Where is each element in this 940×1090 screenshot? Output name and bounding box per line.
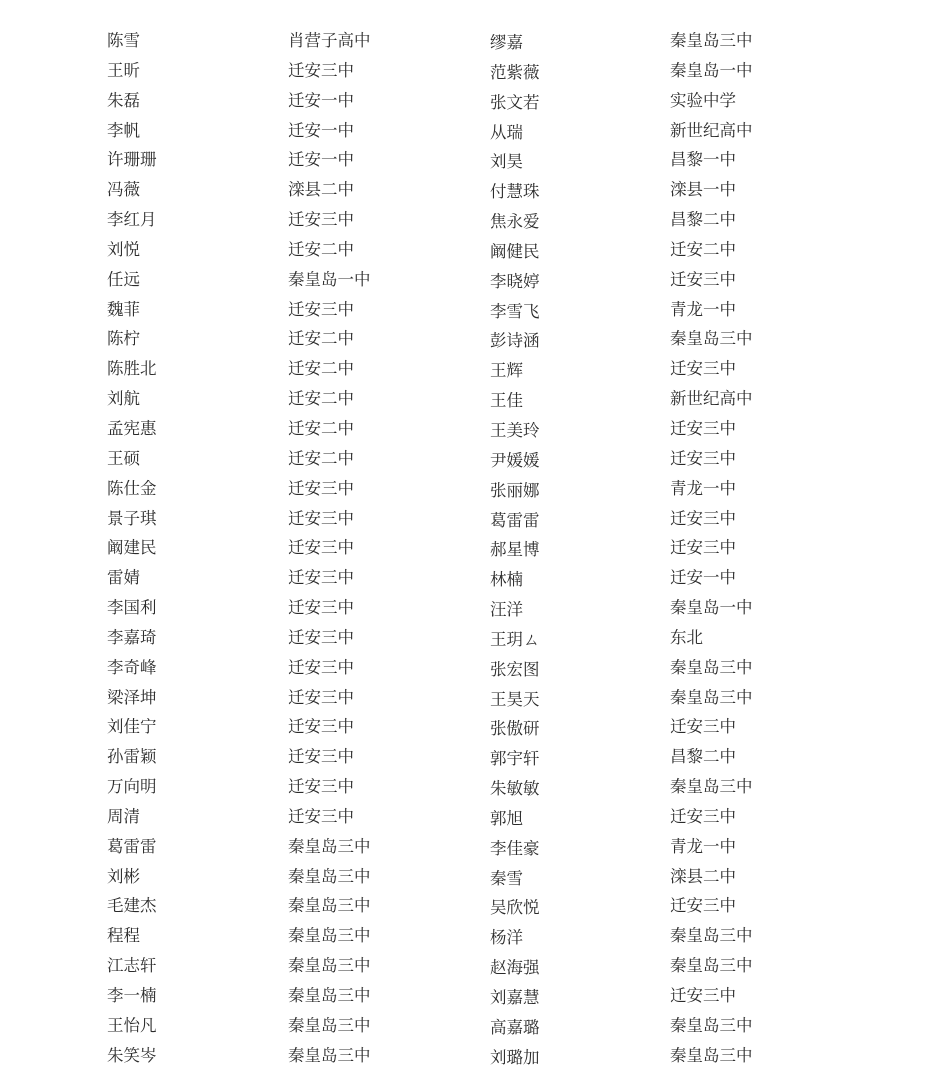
list-row xyxy=(0,862,940,892)
school-name: 滦县二中 xyxy=(670,866,736,886)
list-row xyxy=(0,205,940,235)
list-row xyxy=(0,145,940,175)
school-name: 秦皇岛三中 xyxy=(670,956,753,976)
school-name: 迁安二中 xyxy=(288,448,354,468)
student-name: 陈雪 xyxy=(107,31,140,50)
student-name: 张文若 xyxy=(490,92,540,112)
student-name: 刘昊 xyxy=(490,152,523,172)
student-name: 孙雷颖 xyxy=(107,747,157,767)
list-row xyxy=(0,354,940,384)
school-name: 迁安三中 xyxy=(288,598,354,618)
school-name: 迁安三中 xyxy=(288,478,354,498)
school-name: 迁安三中 xyxy=(670,986,736,1005)
school-name: 迁安一中 xyxy=(288,120,354,140)
list-row xyxy=(0,265,940,295)
list-row xyxy=(0,951,940,981)
list-row xyxy=(0,921,940,951)
school-name: 迁安二中 xyxy=(288,359,354,379)
school-name: 迁安三中 xyxy=(288,568,354,588)
school-name: 迁安三中 xyxy=(670,269,736,289)
student-name: 魏菲 xyxy=(107,299,140,319)
list-row xyxy=(0,86,940,116)
student-name: 李红月 xyxy=(107,210,157,230)
list-row xyxy=(0,1041,940,1071)
school-name: 滦县一中 xyxy=(670,180,736,200)
list-row xyxy=(0,1011,940,1041)
student-name: 郝星博 xyxy=(490,540,540,560)
school-name: 昌黎二中 xyxy=(670,210,736,230)
school-name: 迁安三中 xyxy=(288,687,354,707)
school-name: 秦皇岛三中 xyxy=(288,896,371,916)
school-name: 秦皇岛三中 xyxy=(670,329,753,349)
student-name: 刘嘉慧 xyxy=(490,988,540,1007)
school-name: 秦皇岛三中 xyxy=(288,1015,371,1035)
school-name: 秦皇岛三中 xyxy=(288,866,371,886)
list-row xyxy=(0,832,940,862)
student-name: 彭诗涵 xyxy=(490,331,540,351)
school-name: 秦皇岛三中 xyxy=(670,1045,753,1065)
student-name: 陈柠 xyxy=(107,329,140,349)
school-name: 青龙一中 xyxy=(670,299,736,319)
school-name: 秦皇岛三中 xyxy=(288,926,371,946)
school-name: 迁安二中 xyxy=(288,389,354,409)
school-name: 迁安三中 xyxy=(288,657,354,677)
list-row xyxy=(0,683,940,713)
student-name: 程程 xyxy=(107,926,140,946)
list-row xyxy=(0,474,940,504)
student-name: 毛建杰 xyxy=(107,896,157,916)
school-name: 秦皇岛三中 xyxy=(670,31,753,50)
student-name: 张傲研 xyxy=(490,719,540,739)
list-row xyxy=(0,742,940,772)
school-name: 东北 xyxy=(670,627,703,647)
school-name: 秦皇岛三中 xyxy=(288,956,371,976)
name-school-list xyxy=(0,26,940,1071)
student-name: 张丽娜 xyxy=(490,480,540,500)
student-name: 王玥ㄙ xyxy=(490,629,540,649)
student-name: 赵海强 xyxy=(490,958,540,978)
school-name: 迁安三中 xyxy=(670,508,736,528)
list-row xyxy=(0,116,940,146)
school-name: 迁安三中 xyxy=(288,210,354,230)
student-name: 任远 xyxy=(107,269,140,289)
student-name: 付慧珠 xyxy=(490,182,540,202)
school-name: 迁安三中 xyxy=(288,508,354,528)
student-name: 孟宪惠 xyxy=(107,418,157,438)
student-name: 江志轩 xyxy=(107,956,157,976)
school-name: 迁安三中 xyxy=(670,896,736,916)
list-row xyxy=(0,295,940,325)
student-name: 汪洋 xyxy=(490,600,523,620)
school-name: 秦皇岛三中 xyxy=(288,1045,371,1065)
list-row xyxy=(0,772,940,802)
student-name: 刘彬 xyxy=(107,866,140,886)
student-name: 王昊天 xyxy=(490,689,540,709)
school-name: 迁安三中 xyxy=(670,538,736,558)
student-name: 景子琪 xyxy=(107,508,157,528)
list-row xyxy=(0,981,940,1011)
student-name: 李国利 xyxy=(107,598,157,618)
student-name: 李雪飞 xyxy=(490,301,540,321)
student-name: 焦永爱 xyxy=(490,212,540,232)
school-name: 秦皇岛一中 xyxy=(670,60,753,80)
student-name: 王怡凡 xyxy=(107,1015,157,1035)
student-name: 周清 xyxy=(107,806,140,826)
student-name: 王佳 xyxy=(490,391,523,411)
school-name: 滦县二中 xyxy=(288,180,354,200)
school-name: 秦皇岛三中 xyxy=(288,986,371,1005)
student-name: 万向明 xyxy=(107,777,157,797)
student-name: 李奇峰 xyxy=(107,657,157,677)
student-name: 刘悦 xyxy=(107,239,140,259)
student-name: 王硕 xyxy=(107,448,140,468)
list-row xyxy=(0,891,940,921)
student-name: 缪嘉 xyxy=(490,33,523,52)
student-name: 葛雷雷 xyxy=(490,510,540,530)
student-name: 郭宇轩 xyxy=(490,749,540,769)
school-name: 迁安三中 xyxy=(288,747,354,767)
student-name: 王辉 xyxy=(490,361,523,381)
school-name: 迁安三中 xyxy=(288,299,354,319)
student-name: 梁泽坤 xyxy=(107,687,157,707)
school-name: 迁安三中 xyxy=(288,538,354,558)
school-name: 迁安三中 xyxy=(670,717,736,737)
school-name: 秦皇岛一中 xyxy=(288,269,371,289)
student-name: 刘璐加 xyxy=(490,1047,540,1067)
list-row xyxy=(0,56,940,86)
student-name: 雷婧 xyxy=(107,568,140,588)
student-name: 尹媛媛 xyxy=(490,450,540,470)
student-name: 许珊珊 xyxy=(107,150,157,170)
school-name: 昌黎二中 xyxy=(670,747,736,767)
school-name: 秦皇岛三中 xyxy=(670,687,753,707)
school-name: 秦皇岛一中 xyxy=(670,598,753,618)
list-row xyxy=(0,593,940,623)
list-row xyxy=(0,802,940,832)
student-name: 李佳豪 xyxy=(490,838,540,858)
school-name: 迁安三中 xyxy=(670,359,736,379)
school-name: 迁安二中 xyxy=(288,418,354,438)
student-name: 陈胜北 xyxy=(107,359,157,379)
list-row xyxy=(0,623,940,653)
student-name: 李帆 xyxy=(107,120,140,140)
school-name: 青龙一中 xyxy=(670,836,736,856)
list-row xyxy=(0,444,940,474)
school-name: 秦皇岛三中 xyxy=(670,926,753,946)
school-name: 新世纪高中 xyxy=(670,120,753,140)
school-name: 迁安二中 xyxy=(670,239,736,259)
school-name: 实验中学 xyxy=(670,90,736,110)
school-name: 迁安一中 xyxy=(288,90,354,110)
student-name: 李一楠 xyxy=(107,986,157,1005)
student-name: 王昕 xyxy=(107,60,140,80)
student-name: 朱磊 xyxy=(107,90,140,110)
list-row xyxy=(0,175,940,205)
list-row xyxy=(0,414,940,444)
student-name: 杨洋 xyxy=(490,928,523,948)
list-row xyxy=(0,324,940,354)
school-name: 迁安一中 xyxy=(670,568,736,588)
school-name: 迁安三中 xyxy=(670,448,736,468)
list-row xyxy=(0,504,940,534)
school-name: 秦皇岛三中 xyxy=(670,1015,753,1035)
student-name: 阚建民 xyxy=(107,538,157,558)
list-row xyxy=(0,533,940,563)
student-name: 高嘉璐 xyxy=(490,1017,540,1037)
student-name: 秦雪 xyxy=(490,868,523,888)
school-name: 迁安三中 xyxy=(288,717,354,737)
school-name: 迁安二中 xyxy=(288,329,354,349)
student-name: 王美玲 xyxy=(490,420,540,440)
student-name: 吴欣悦 xyxy=(490,898,540,918)
student-name: 张宏图 xyxy=(490,659,540,679)
list-row xyxy=(0,235,940,265)
school-name: 迁安一中 xyxy=(288,150,354,170)
student-name: 林楠 xyxy=(490,570,523,590)
school-name: 秦皇岛三中 xyxy=(670,777,753,797)
student-name: 范紫薇 xyxy=(490,62,540,82)
student-name: 刘佳宁 xyxy=(107,717,157,737)
student-name: 朱敏敏 xyxy=(490,779,540,799)
student-name: 陈仕金 xyxy=(107,478,157,498)
student-name: 朱笑岑 xyxy=(107,1045,157,1065)
list-row xyxy=(0,712,940,742)
student-name: 李晓婷 xyxy=(490,271,540,291)
school-name: 肖营子高中 xyxy=(288,31,371,50)
student-name: 李嘉琦 xyxy=(107,627,157,647)
school-name: 迁安三中 xyxy=(670,806,736,826)
student-name: 葛雷雷 xyxy=(107,836,157,856)
student-name: 刘航 xyxy=(107,389,140,409)
list-row xyxy=(0,26,940,56)
school-name: 秦皇岛三中 xyxy=(288,836,371,856)
list-row xyxy=(0,653,940,683)
student-name: 阚健民 xyxy=(490,241,540,261)
school-name: 迁安三中 xyxy=(288,60,354,80)
school-name: 青龙一中 xyxy=(670,478,736,498)
school-name: 迁安三中 xyxy=(288,627,354,647)
school-name: 新世纪高中 xyxy=(670,389,753,409)
school-name: 迁安二中 xyxy=(288,239,354,259)
school-name: 迁安三中 xyxy=(288,777,354,797)
school-name: 迁安三中 xyxy=(670,418,736,438)
school-name: 秦皇岛三中 xyxy=(670,657,753,677)
school-name: 迁安三中 xyxy=(288,806,354,826)
list-row xyxy=(0,563,940,593)
school-name: 昌黎一中 xyxy=(670,150,736,170)
student-name: 郭旭 xyxy=(490,808,523,828)
student-name: 从瑞 xyxy=(490,122,523,142)
list-row xyxy=(0,384,940,414)
student-name: 冯薇 xyxy=(107,180,140,200)
